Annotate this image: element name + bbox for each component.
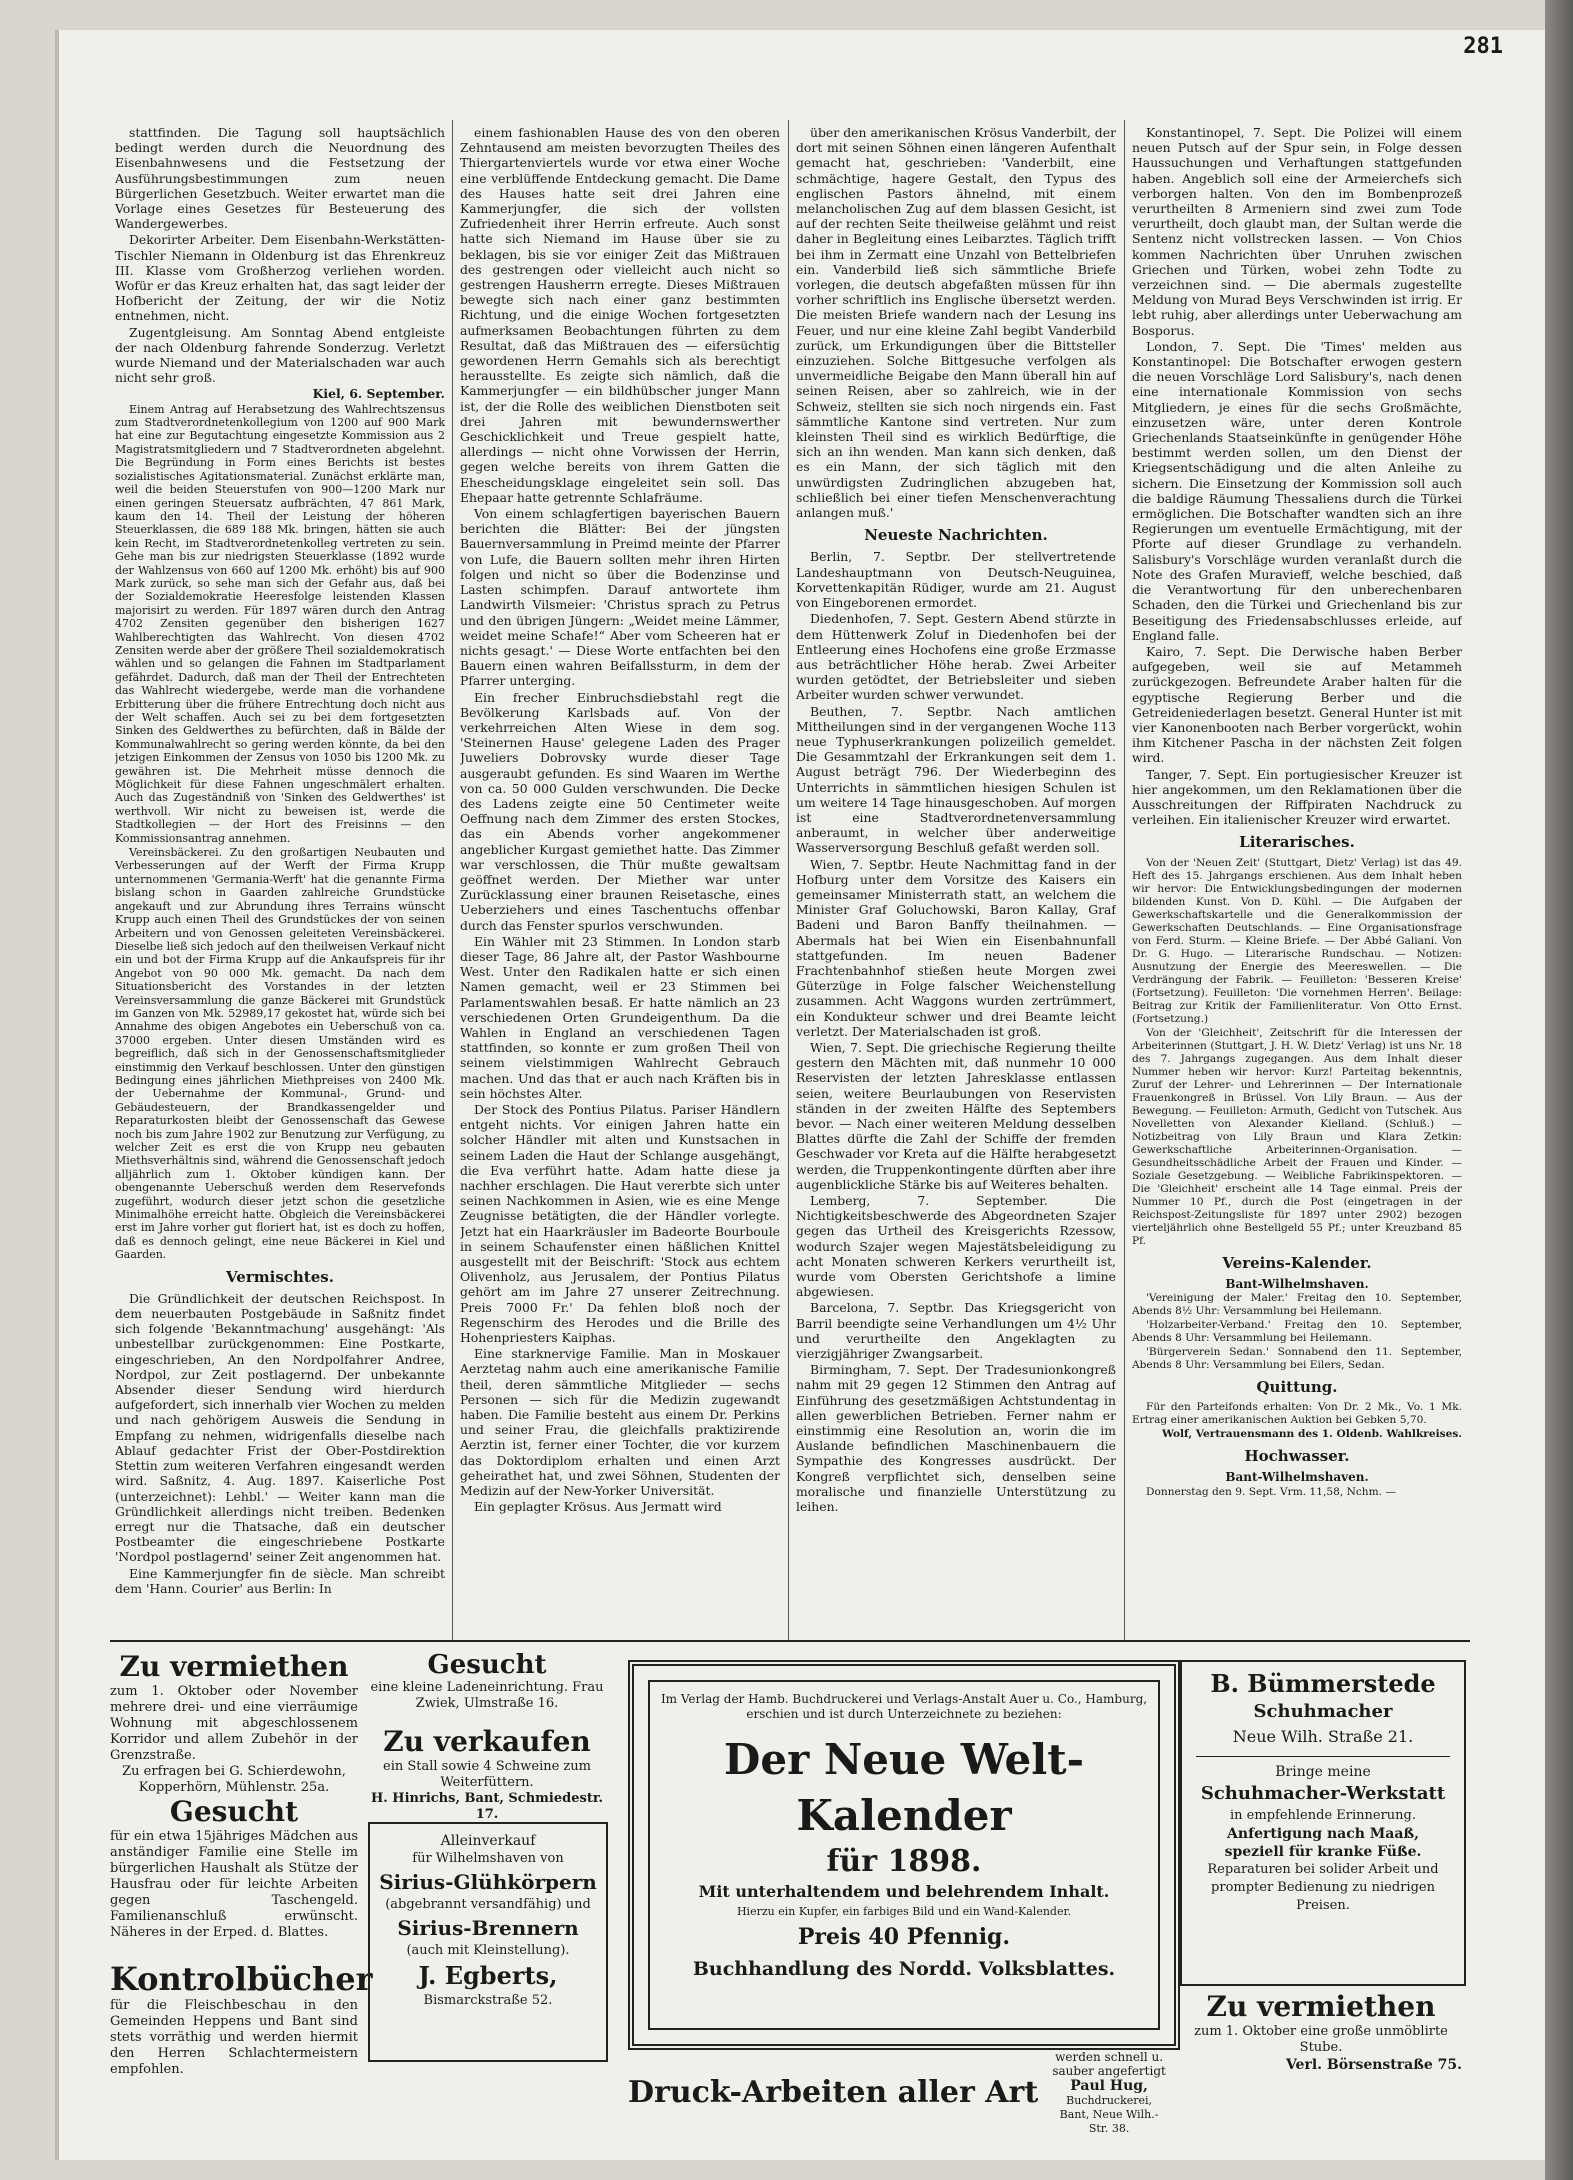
article-kroesus: Ein geplagter Krösus. Aus Jermatt wird [474,1499,722,1515]
ad-workshop: Schuhmacher-Werkstatt [1200,1783,1446,1804]
ad-address: Neue Wilh. Straße 21. [1232,1727,1414,1746]
ad-line: in empfehlende Erinnerung. [1230,1808,1416,1823]
news-barcelona: Barcelona, 7. Septbr. Das Kriegsgericht von Barril beendigte seine Verhandlungen um 4½ Uhr und verurtheilte den Angeklagten zu vierzigjähriger Zwangsarbeit. [796,1300,1116,1362]
ad-title: Der Neue Welt-Kalender [723,1735,1085,1840]
ad-title: Zu vermiethen [119,1650,349,1683]
event-item: 'Vereinigung der Maler.' Freitag den 10. September, Abends 8½ Uhr: Versammlung bei Heilemann. [1132,1291,1462,1317]
ad-title: Kontrolbücher [110,1960,373,1998]
ad-sign: Verl. Börsenstraße 75. [1285,2057,1462,2073]
dateline: Kiel, 6. September. [312,386,445,402]
column-2 [460,125,780,1625]
article-vereinsbaeckerei: Vereinsbäckerei. Zu den großartigen Neubauten und Verbesserungen auf der Werft der Firma Krupp unternommenen 'Germania-Werft' hat die genannte Firma bislang schon in Gaarden zahlreiche Grundstücke angekauft und zur Abrundung ihres Terrains wünscht Krupp auch einen Theil des Grundstückes der von seinen Arbeitern und von Genossen geleiteten Vereinsbäckerei. Dieselbe ließ sich jedoch auf den theilweisen Verkauf nicht ein und bot der Firma Krupp auf die Ankaufspreis für ihr Angebot von 90 000 Mk. gemacht. Da nach dem Situationsbericht des Vorstandes in der letzten Vereinsversammlung die ganze Bäckerei mit Grundstück im Ganzen von Mk. 52989,17 gekostet hat, würde sich bei Annahme des obigen Angebotes ein Ueberschuß von ca. 37000 ergeben. Unter diesen Umständen wird es begreiflich, daß sich in der Genossenschaftsmitglieder einstimmig den Verkauf beschlossen. Unter den günstigen Bedingung eines jährlichen Miethpreises von 2400 Mk. der Uebernahme der Kommunal-, Grund- und Gebäudesteuern, der Brandkassengelder und Reparaturkosten bleibt der Genossenschaft das Gewese noch bis zum Jahre 1902 zur Benutzung zur Verfügung, zu welcher Zeit es erst die von Krupp neu gebauten Miethsverhältnis sind, während die Genossenschaft jedoch alljährlich zum 1. Oktober kündigen kann. Der obengenannte Ueberschuß werden dem Reservefonds zugeführt, wodurch dieser jetzt schon die gesetzliche Minimalhöhe erreicht hatte. Obgleich die Vereinsbäckerei erst im Jahre vorher gut floriert hat, ist es doch zu hoffen, daß es dennoch gelingt, eine neue Bäckerei in Kiel und Gaarden. [115,846,445,1262]
news-tanger: Tanger, 7. Sept. Ein portugiesischer Kreuzer ist hier angekommen, um den Reklamationen über die Ausschreitungen der Riffpiraten Nachdruck zu verleihen. Ein italienischer Kreuzer wird erwartet. [1132,766,1462,828]
ad-title: Zu vermiethen [1206,1990,1436,2023]
ads-divider [110,1640,1470,1642]
page-edge [1545,0,1573,2180]
ad-job: Schuhmacher [1253,1701,1393,1722]
subheading: Bant-Wilhelmshaven. [1225,1470,1369,1485]
ad-gesucht-1 [110,1795,358,1941]
ad-name: B. Bümmerstede [1210,1669,1436,1698]
ad-product: Sirius-Glühkörpern [379,1870,597,1894]
ad-text: eine kleine Ladeneinrichtung. Frau Zwiek, Ulmstraße 16. [370,1680,604,1711]
literary-note: Von der 'Neuen Zeit' (Stuttgart, Dietz' Verlag) ist das 49. Heft des 15. Jahrgangs erschienen. Aus dem Inhalt heben wir hervor: Die Entwicklungsbedingungen der modernen bildenden Kunst. Von D. Kühl. — Die Aufgaben der Gewerkschaftskartelle und die Generalkommission der Gewerkschaften Deutschlands. — Eine Organisationsfrage von Ferd. Sturm. — Kleine Briefe. — Der Abbé Galiani. Von Dr. G. Hugo. — Literarische Rundschau. — Notizen: Ausnutzung der Energie des Meereswellen. — Die Verdrängung der Fabrik. — Feuilleton: 'Besseren Kreise' (Fortsetzung). Feuilleton: 'Die vornehmen Herren'. Beilage: Beitrag zur Kritik der Familienliteratur. Von Otto Ernst. (Fortsetzung.) [1132,856,1462,1025]
article-pilatus: Der Stock des Pontius Pilatus. Pariser Händlern entgeht nichts. Vor einigen Jahren hatte ein solcher Händler mit alten und Kunstsachen in seinem Laden die Haut der Schlange ausgehängt, die Eva verführt hatte. Adam hatte diese ja nachher erschlagen. Die Haut vererbte sich unter seinen Nachkommen in Asien, wie es eine Menge Zeugnisse betätigten, die der Händler vorlegte. Jetzt hat ein Haarkräusler im Badeorte Bourboule in seinem Schaufenster einen häßlichen Knittel ausgestellt mit der Beischrift: 'Stock aus echtem Olivenholz, aus Jerusalem, der Pontius Pilatus gehört am im Jahre 27 unserer Zeitrechnung. Preis 7000 Fr.' Da fehlen bloß noch der Regenschirm des Herodes und die Brille des Hohenpriesters Kaiphas. [460,1102,780,1346]
ad-kontrolbuecher [110,1960,373,2078]
page-number: 281 [1463,34,1503,59]
ad-zu-verkaufen [362,1725,612,1823]
ad-text: werden schnell u. sauber angefertigt [1052,2050,1166,2078]
ad-line: (auch mit Kleinstellung). [406,1943,570,1958]
section-heading: Quittung. [1256,1377,1338,1396]
ad-line: (abgebrannt versandfähig) und [385,1897,591,1912]
ad-weltkalender-box [628,1660,1180,2050]
article-wahlrecht: Einem Antrag auf Herabsetzung des Wahlrechtszensus zum Stadtverordnetenkollegium von 1200 auf 900 Mark hat eine zur Begutachtung eingesetzte Kommission aus 2 Magistratsmitgliedern und 7 Stadtverordneten abgelehnt. Die Begründung in Form eines Berichts ist bestes sozialistisches Agitationsmaterial. Zunächst erklärte man, weil die beiden Steuerstufen von 900—1200 Mark nur einen geringen Steuersatz aufbrächten, 47 861 Mark, kaum den 14. Theil der Leistung der höheren Steuerklassen, die 689 188 Mk. bringen, hätten sie auch kein Recht, im Stadtverordnetenkolleg vertreten zu sein. Gehe man bis zur niedrigsten Steuerklasse (1892 wurde der Wahlzensus von 660 auf 1200 Mk. erhöht) bis auf 900 Mark zurück, so sehe man sich der Gefahr aus, daß bei der Sozialdemokratie Heeresfolge leistenden Klassen majorisirt zu werden. Für 1897 wären durch den Antrag 4702 Zensiten gegenüber den bisherigen 1627 Wahlberechtigten das Wahlrecht. Von diesen 4702 Zensiten werde aber der größere Theil sozialdemokratisch wählen und so gelangen die Fahnen im Stadtparlament gefährdet. Dadurch, daß man der Theil der Entrechteten das Wahlrecht wiedergebe, werde man die vorhandene Erbitterung über die frühere Entrechtung doch nicht aus der Welt schaffen. Auch sei zu bei dem fortgesetzten Sinken des Geldwerthes zu befürchten, daß in Bälde der Kommunalwahlrecht so gering werden könnte, da bei den jetzigen Einkommen der Zensus von 1050 bis 1200 Mk. zu gewähren ist. Die Mehrheit müsse dennoch die Möglichkeit für diese Fahnen ungeschmälert erhalten. Auch das Zugeständniß von 'Sinken des Geldwerthes' ist werthvoll. Wir nicht zu beweisen ist, werde die Stadtkollegien — der Hort des Freisinns — den Kommissionsantrag annehmen. [115,402,445,845]
news-diedenhofen: Diedenhofen, 7. Sept. Gestern Abend stürzte in dem Hüttenwerk Zoluf in Diedenhofen bei der Entleerung eines Hochofens eine große Erzmasse aus beträchtlicher Höhe herab. Zwei Arbeiter wurden getödtet, der Betriebsleiter und sieben Arbeiter wurden schwer verwundet. [796,611,1116,703]
ad-name: Paul Hug, [1070,2078,1148,2094]
ad-sign: H. Hinrichs, Bant, Schmiedestr. 17. [370,1791,604,1822]
tide-text: Donnerstag den 9. Sept. Vrm. 11,58, Nchm. — [1146,1485,1396,1498]
article-einbruch: Ein frecher Einbruchsdiebstahl regt die Bevölkerung Karlsbads auf. Von der verkehrreichen Alten Wiese in dem sog. 'Steinernen Hause' gelegene Laden des Prager Juweliers Dobrovsky wurde dieser Tage ausgeraubt gefunden. Es sind Waaren im Werthe von ca. 50 000 Gulden verschwunden. Die Decke des Ladens zeigte eine 50 Centimeter weite Oeffnung nach dem Zimmer des ersten Stockes, das ein Abends vorher angekommener angeblicher Kurgast gemiethet hatte. Das Zimmer war verschlossen, die Thür mußte gewaltsam geöffnet werden. Der Miether war unter Zurücklassung einer braunen Reisetasche, eines Ueberziehers und eines Taschentuchs offenbar durch das Fenster spurlos verschwunden. [460,689,780,933]
article-familie: Eine starknervige Familie. Man in Moskauer Aerztetag nahm auch eine amerikanische Familie theil, deren sämmtliche Mitglieder — sechs Personen — sich für die Medizin zugewandt haben. Die Familie besteht aus einem Dr. Perkins und seiner Frau, die gleichfalls praktizirende Aerztin ist, ferner einer Tochter, die vor kurzem das Doktordiplom erhalten und einen Arzt geheirathet hat, und zwei Söhnen, Studenten der Medizin auf der New-Yorker Universität. [460,1346,780,1499]
article-text: stattfinden. Die Tagung soll hauptsächlich bedingt werden durch die Neuordnung des Eisenbahnwesens und die Festsetzung der Ausführungsbestimmungen zum neuen Bürgerlichen Gesetzbuch. Weiter erwartet man die Vorlage eines Gesetzes für Besteuerung des Wandergewerbes. [115,125,445,232]
ad-line: Bringe meine [1275,1764,1371,1780]
news-lemberg: Lemberg, 7. September. Die Nichtigkeitsbeschwerde des Abgeordneten Szajer gegen das Urtheil des Kreisgerichts Rzessow, wodurch Szajer wegen Majestätsbeleidigung zu acht Monaten schweren Kerkers verurtheilt ist, wurde vom Obersten Gerichtshofe a limine abgewiesen. [796,1193,1116,1300]
news-london: London, 7. Sept. Die 'Times' melden aus Konstantinopel: Die Botschafter erwogen gestern die neuen Vorschläge Lord Salisbury's, nach denen eine internationale Kommission von sechs Mitgliedern, je eines für die sechs Großmächte, einzusetzen wäre, unter deren Kontrole Griechenlands Staatseinkünfte in genügender Höhe bestimmt werden sollen, um den Dienst der Kriegsentschädigung und die alten Anleihe zu sichern. Die Einsetzung der Kommission soll auch die baldige Räumung Thessaliens durch die Türkei ermöglichen. Die Botschafter wandten sich an ihre Regierungen um eventuelle Ermächtigung, mit der Pforte auf dieser Grundlage zu verhandeln. Salisbury's Vorschläge wurden veranlaßt durch die Note des Grafen Muravieff, welche beschied, daß die Verantwortung für den unberechenbaren Schaden, den die Türkei und Griechenland bis zur Beseitigung des Friedensabschlusses erleide, auf England falle. [1132,338,1462,643]
subheading: Bant-Wilhelmshaven. [1225,1276,1369,1291]
event-item: 'Bürgerverein Sedan.' Sonnabend den 11. September, Abends 8 Uhr: Versammlung bei Eilers, Sedan. [1132,1345,1462,1371]
ad-line: für Wilhelmshaven von [412,1851,564,1866]
ad-sign: Zu erfragen bei G. Schierdewohn, Kopperhörn, Mühlenstr. 25a. [122,1764,346,1795]
literary-note: Von der 'Gleichheit', Zeitschrift für die Interessen der Arbeiterinnen (Stuttgart, J. H. W. Dietz' Verlag) ist uns Nr. 18 des 7. Jahrgangs zugegangen. Aus dem Inhalt dieser Nummer heben wir hervor: Kurz! Parteitag bekenntnis, Zuruf der Lehrer- und Lehrerinnen — Der Internationale Frauenkongreß in Brüssel. Von Lily Braun. — Aus der Bewegung. — Feuilleton: Armuth, Gedicht von Tutschek. Aus Novelletten von Alexander Kielland. (Schluß.) — Notizbeitrag von Lily Braun und Klara Zetkin: Gewerkschaftliche Arbeiterinnen-Organisation. — Gesundheitsschädliche Arbeit der Frauen und Kinder. — Soziale Gesetzgebung. — Weibliche Fabrikinspektoren. — Die 'Gleichheit' erscheint alle 14 Tage einmal. Preis der Nummer 10 Pf., durch die Post (eingetragen in der Reichspost-Zeitungsliste für 1897 unter 2902) bezogen vierteljährlich ohne Bestellgeld 55 Pf.; unter Kreuzband 85 Pf. [1132,1026,1462,1247]
column-divider [788,120,789,1640]
news-kairo: Kairo, 7. Sept. Die Derwische haben Berber aufgegeben, weil sie auf Metammeh zurückgezogen. Befreundete Araber halten für die egyptische Regierung Berber und die Getreideniederlagen besetzt. General Hunter ist mit vier Kanonenbooten nach Berber vorgerückt, wohin ihm Kitchener Pascha in der nächsten Zeit folgen wird. [1132,643,1462,766]
ad-title: Druck-Arbeiten aller Art [628,2075,1039,2110]
receipt-text: Für den Parteifonds erhalten: Von Dr. 2 Mk., Vo. 1 Mk. Ertrag einer amerikanischen Auktion bei Gebken 5,70. [1132,1401,1462,1427]
column-divider [452,120,453,1640]
ad-text: für die Fleischbeschau in den Gemeinden Heppens und Bant sind stets vorräthig und werden hiermit den Herren Schlachtermeistern empfohlen. [110,1998,358,2077]
column-4 [1132,125,1462,1625]
article-bauer: Von einem schlagfertigen bayerischen Bauern berichten die Blätter: Bei der jüngsten Bauernversammlung in Preimd meinte der Pfarrer von Lufe, die Bauern sollten mehr ihren Hirten folgen und nicht so über die Bodenzinse und Lasten schimpfen. Darauf antwortete ihm Landwirth Vilsmeier: 'Christus sprach zu Petrus und den übrigen Jüngern: „Weidet meine Lämmer, weidet meine Schafe!“ Aber vom Scheeren hat er nichts gesagt.' — Diese Worte entfachten bei den Bauern einen wahren Beifallssturm, in dem der Pfarrer unterging. [460,506,780,689]
ad-line: Bismarckstraße 52. [423,1993,553,2008]
section-heading: Hochwasser. [1244,1447,1350,1466]
ad-text: zum 1. Oktober oder November mehrere drei- und eine vierräumige Wohnung mit abgeschlossenem Korridor und allem Zubehör in der Grenzstraße. [110,1684,358,1763]
ad-line: Reparaturen bei solider Arbeit und prompter Bedienung zu niedrigen Preisen. [1207,1862,1439,1913]
news-beuthen: Beuthen, 7. Septbr. Nach amtlichen Mittheilungen sind in der vergangenen Woche 113 neue Typhuserkrankungen polizeilich gemeldet. Die Gesammtzahl der Erkrankungen seit dem 1. August beträgt 796. Der Wiederbeginn des Unterrichts in sämmtlichen hiesigen Schulen ist um weitere 14 Tage hinausgeschoben. Auf morgen ist eine Stadtverordnetenversammlung anberaumt, in welcher über anderweitige Wasserversorgung Beschluß gefaßt werden soll. [796,703,1116,856]
ad-inner-frame [648,1680,1160,2030]
column-divider [1124,120,1125,1640]
ad-zu-vermiethen-2 [1180,1990,1462,2074]
ad-sign: Buchhandlung des Nordd. Volksblattes. [692,1958,1116,1980]
ad-text: ein Stall sowie 4 Schweine zum Weiterfüttern. [383,1759,591,1790]
ad-line: Anfertigung nach Maaß, speziell für kranke Füße. [1224,1826,1422,1860]
ad-zu-vermiethen-1 [110,1650,358,1796]
article-text: einem fashionablen Hause des von den oberen Zehntausend am meisten bevorzugten Theiles des Thiergartenviertels wurde vor etwa einer Woche eine verblüffende Entdeckung gemacht. Die Dame des Hauses hatte seit drei Jahren eine Kammerjungfer, die sich der vollsten Zufriedenheit ihrer Herrin erfreute. Auch sonst hatte sich Niemand im Hause über sie zu beklagen, bis sie vor einiger Zeit das Mißtrauen des gestrengen oder vielleicht auch nicht so gestrengen Hausherrn erregte. Dieses Mißtrauen bewegte sich nach einer ganz bestimmten Richtung, und die einige Wochen fortgesetzten aufmerksamen Beobachtungen führten zu dem Resultat, daß das Mißtrauen des — eifersüchtig gewordenen Herrn Gemahls sich als berechtigt herausstellte. Es zeigte sich nämlich, daß die Kammerjungfer — ein bildhübscher junger Mann ist, der die Rolle des weiblichen Dienstboten seit drei Jahren mit bewundernswerther Geschicklichkeit und Treue gespielt hatte, allerdings — nicht ohne Vorwissen der Herrin, gegen welche bereits von ihrem Gatten die Ehescheidungsklage eingeleitet sein soll. Das Ehepaar hatte getrennte Schlafräume. [460,125,780,505]
news-konstantinopel: Konstantinopel, 7. Sept. Die Polizei will einem neuen Putsch auf der Spur sein, in Folge dessen Haussuchungen und Verhaftungen stattgefunden haben. Angeblich soll eine der Armeierchefs sich verborgen halten. Von den im Bombenprozeß verurtheilten 8 Armeniern sind zwei zum Tode verurtheilt, doch glaubt man, der Sultan werde die Sentenz nicht vollstrecken lassen. — Von Chios kommen Nachrichten über Unruhen zwischen Griechen und Türken, wobei zehn Todte zu verzeichnen sind. — Die abermals zugestellte Meldung von Murad Beys Verschwinden ist irrig. Er lebt ruhig, aber allerdings unter Ueberwachung am Bosporus. [1132,125,1462,338]
news-wien-2: Wien, 7. Sept. Die griechische Regierung theilte gestern den Mächten mit, daß nunmehr 10 000 Reservisten der letzten Jahresklasse entlassen seien, weitere Beurlaubungen von Reservisten ständen in der zweiten Hälfte des Septembers bevor. — Nach einer weiteren Meldung desselben Blattes dürfte die Zahl der Schiffe der fremden Geschwader vor Kreta auf die Hälfte herabgesetzt werden, die Truppenkontingente dürften aber ihre augenblickliche Stärke bis auf Weiteres behalten. [796,1039,1116,1192]
ad-line: Alleinverkauf [440,1833,536,1849]
section-heading: Neueste Nachrichten. [864,526,1048,545]
ad-title: Gesucht [169,1795,299,1828]
ad-intro: Im Verlag der Hamb. Buchdruckerei und Verlags-Anstalt Auer u. Co., Hamburg, erschien und ist durch Unterzeichnete zu beziehen: [660,1692,1148,1721]
article-kammerjungfer: Eine Kammerjungfer fin de siècle. Man schreibt dem 'Hann. Courier' aus Berlin: In [115,1565,445,1596]
article-dekorirter: Dekorirter Arbeiter. Dem Eisenbahn-Werkstätten-Tischler Niemann in Oldenburg ist das Ehrenkreuz III. Klasse vom Großherzog verliehen worden. Wofür er das Kreuz erhalten hat, das sagt leider der Hofbericht der Zeitung, der wir die Notiz entnehmen, nicht. [115,232,445,324]
ad-druckarbeiten [628,2050,1168,2136]
ad-buemmerstede-box [1180,1660,1466,1986]
article-reichspost: Die Gründlichkeit der deutschen Reichspost. In dem neuerbauten Postgebäude in Saßnitz findet sich folgende 'Bekanntmachung' ausgehängt: 'Als unbestellbar zurückgenommen: Eine Postkarte, eingeschrieben, An den Nordpolfahrer Andree, Nordpol, zur Zeit postlagernd. Der unbekannte Absender dieser Sendung wird hierdurch aufgefordert, sich innerhalb vier Wochen zu melden und nach gehörigem Ausweis die Sendung in Empfang zu nehmen, widrigenfalls dieselbe nach Ablauf gedachter Frist der Ober-Postdirektion Stettin zum weiteren Verfahren eingesandt werden wird. Saßnitz, 4. Aug. 1897. Kaiserliche Post (unterzeichnet): Lehbl.' — Weiter kann man die Gründlichkeit allerdings nicht treiben. Bedenken erregt nur die Thatsache, daß ein deutscher Postbeamter die eingeschriebene Postkarte 'Nordpol postlagernd' seiner Zeit angenommen hat. [115,1290,445,1565]
ad-product: Sirius-Brennern [397,1916,579,1940]
ad-subtitle: Mit unterhaltendem und belehrendem Inhalt. [698,1882,1110,1901]
section-heading: Literarisches. [1239,833,1355,852]
ad-year: für 1898. [826,1844,982,1879]
ad-small: Hierzu ein Kupfer, ein farbiges Bild und ein Wand-Kalender. [736,1905,1072,1918]
ad-title: Gesucht [427,1650,547,1680]
section-heading: Vereins-Kalender. [1222,1253,1372,1272]
ad-title: Zu verkaufen [383,1725,591,1758]
ad-sirius-box [368,1822,608,2062]
section-heading: Vermischtes. [226,1267,334,1286]
article-text: über den amerikanischen Krösus Vanderbilt, der dort mit seinen Söhnen einen längeren Aufenthalt gemacht hat, geschrieben: 'Vanderbilt, eine schmächtige, hagere Gestalt, den Typus des englischen Pastors ähnelnd, mit einem melancholischen Zug auf dem blassen Gesicht, ist auf der rechten Seite theilweise gelähmt und reist daher in Begleitung eines Leibarztes. Täglich trifft bei ihm in Zermatt eine Unzahl von Bettelbriefen ein. Vanderbild ließ sich sämmtliche Briefe vorlegen, die deutsch abgefaßten müssen für ihn vorher schriftlich ins Englische übersetzt werden. Die meisten Briefe wandern nach der Lesung ins Feuer, und nur eine kleine Zahl begibt Vanderbild zurück, um Erkundigungen über die Bittsteller einzuziehen. Solche Bittgesuche verfolgen als unvermeidliche Beigabe den Mann überall hin auf seinen Reisen, aber so zahlreich, wie in der Schweiz, stellten sie sich noch nirgends ein. Fast sämmtliche Kantone sind vertreten. Nur zum kleinsten Theil sind es wirklich Bedürftige, die sich an ihn wenden. Man kann sich denken, daß es ein Mann, der sich täglich mit den unwürdigsten Zudringlichen abzugeben hat, schließlich bei einer tiefen Menschenverachtung anlangen muß.' [796,125,1116,521]
column-1 [115,125,445,1625]
news-birmingham: Birmingham, 7. Sept. Der Tradesunionkongreß nahm mit 29 gegen 12 Stimmen den Antrag auf Einführung des gesetzmäßigen Achtstundentag in allen gewerblichen Betrieben. Ferner nahm er einstimmig eine Resolution an, worin die im Auslande befindlichen Maschinenbauern die Sympathie des Kongresses ausdrückt. Der Kongreß verpflichtet sich, denselben seine moralische und finanzielle Unterstützung zu leihen. [796,1362,1116,1515]
ad-address: Buchdruckerei, Bant, Neue Wilh.-Str. 38. [1059,2094,1159,2135]
event-item: 'Holzarbeiter-Verband.' Freitag den 10. September, Abends 8 Uhr: Versammlung bei Heilemann. [1132,1318,1462,1344]
ad-name: J. Egberts, [418,1961,558,1990]
news-berlin: Berlin, 7. Septbr. Der stellvertretende Landeshauptmann von Deutsch-Neuguinea, Korvettenkapitän Rüdiger, wurde am 21. August von Eingeborenen ermordet. [796,549,1116,611]
ad-text: für ein etwa 15jähriges Mädchen aus anständiger Familie eine Stelle im bürgerlichen Haushalt als Stütze der Hausfrau oder für leichte Arbeiten gegen Taschengeld. Familienanschluß erwünscht. Näheres in der Erped. d. Blattes. [110,1829,358,1940]
ad-text: zum 1. Oktober eine große unmöblirte Stube. [1194,2024,1448,2055]
ad-price: Preis 40 Pfennig. [797,1924,1011,1950]
news-wien: Wien, 7. Septbr. Heute Nachmittag fand in der Hofburg unter dem Vorsitze des Kaisers ein gemeinsamer Ministerrath statt, an welchem die Minister Graf Goluchowski, Baron Kallay, Graf Badeni und Baron Banffy theilnahmen. — Abermals hat bei Wien ein Eisenbahnunfall stattgefunden. Im neuen Badener Frachtenbahnhof stießen heute Morgen zwei Güterzüge in Folge falscher Weichenstellung zusammen. Acht Waggons wurden zertrümmert, ein Kondukteur schwer und drei Beamte leicht verletzt. Der Materialschaden ist groß. [796,856,1116,1039]
ad-gesucht-2 [362,1650,612,1712]
article-zugentgleisung: Zugentgleisung. Am Sonntag Abend entgleiste der nach Oldenburg fahrende Sonderzug. Verletzt wurde Niemand und der Materialschaden war auch nicht sehr groß. [115,324,445,386]
column-3 [796,125,1116,1625]
receipt-sign: Wolf, Vertrauensmann des 1. Oldenb. Wahlkreises. [1161,1428,1462,1441]
article-waehler: Ein Wähler mit 23 Stimmen. In London starb dieser Tage, 86 Jahre alt, der Pastor Washbourne West. Unter den Radikalen hatte er sich einen Namen gemacht, weil er 23 Stimmen bei Parlamentswahlen besaß. Er hatte nämlich an 23 verschiedenen Orten Grundeigenthum. Da die Wahlen in England an verschiedenen Tagen stattfinden, so konnte er zum großen Theil von seinem vielstimmigen Wahlrecht Gebrauch machen. Und das that er auch nach Kräften bis in sein höchstes Alter. [460,933,780,1101]
